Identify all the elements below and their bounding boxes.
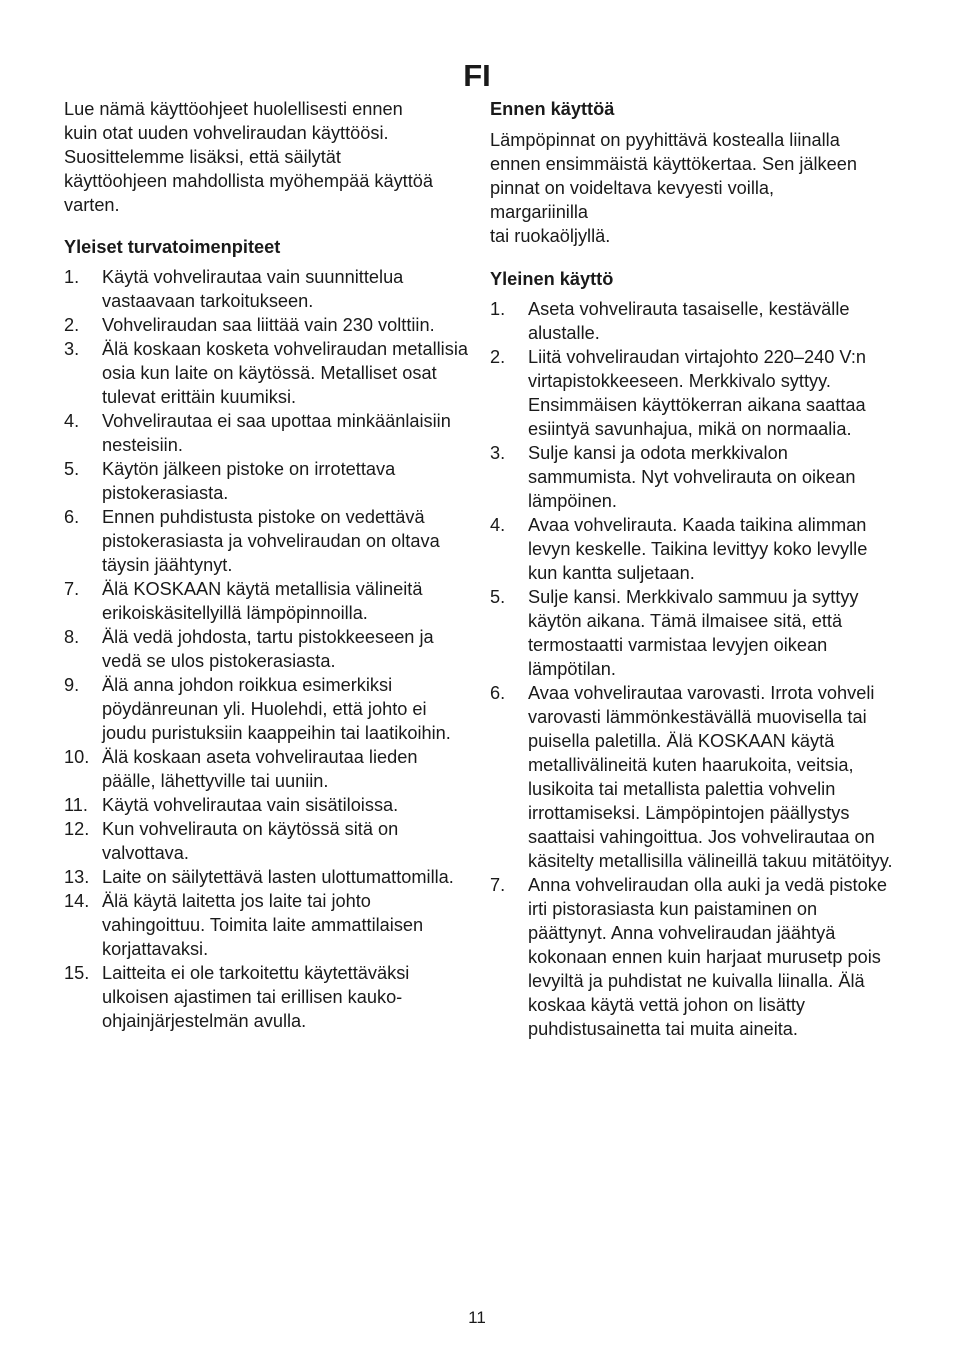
list-item-text: Avaa vohvelirautaa varovasti. Irrota vohveli varovasti lämmönkestävällä muovisella tai puisella paletilla. Älä KOSKAAN käytä metallivälineitä kuten haarukoita, veitsia, lusikoita tai metallista palettia vohvelin irrottamiseksi. Lämpöpintojen päällystys saattaisi vahingoittua. Jos vohvelirautaa on käsitelty metallisilla välineillä takuu mitätöityy. [528, 683, 893, 871]
list-item-number: 3. [490, 443, 506, 463]
list-item-text: Älä vedä johdosta, tartu pistokkeeseen ja vedä se ulos pistokerasiasta. [102, 627, 434, 671]
list-item-text: Käytä vohvelirautaa vain suunnittelua vastaavaan tarkoitukseen. [102, 267, 404, 311]
list-item-number: 1. [64, 267, 80, 287]
list-item [64, 793, 469, 817]
list-item-number: 12. [64, 819, 90, 839]
list-item [64, 313, 469, 337]
before-use-heading: Ennen käyttöä [490, 99, 615, 119]
list-item-number: 13. [64, 867, 90, 887]
list-item-number: 4. [490, 515, 506, 535]
list-item [64, 889, 469, 961]
list-item [64, 865, 469, 889]
list-item-number: 8. [64, 627, 80, 647]
list-item-text: Älä KOSKAAN käytä metallisia välineitä erikoiskäsitellyillä lämpöpinnoilla. [102, 579, 423, 623]
list-item [64, 457, 469, 505]
general-use-heading: Yleinen käyttö [490, 269, 614, 289]
list-item-number: 6. [490, 683, 506, 703]
list-item-number: 9. [64, 675, 80, 695]
list-item [490, 873, 895, 1041]
list-item-number: 1. [490, 299, 506, 319]
list-item-text: Sulje kansi ja odota merkkivalon sammumista. Nyt vohvelirauta on oikean lämpöinen. [528, 443, 856, 511]
list-item-number: 7. [490, 875, 506, 895]
list-item-number: 4. [64, 411, 80, 431]
language-code-heading: FI [463, 58, 491, 93]
list-item [64, 265, 469, 313]
list-item-text: Käytä vohvelirautaa vain sisätiloissa. [102, 795, 399, 815]
list-item [490, 513, 895, 585]
list-item [64, 817, 469, 865]
list-item-text: Avaa vohvelirauta. Kaada taikina alimman levyn keskelle. Taikina levittyy koko levylle kun kantta suljetaan. [528, 515, 868, 583]
list-item [64, 577, 469, 625]
list-item-text: Älä käytä laitetta jos laite tai johto vahingoittuu. Toimita laite ammattilaisen korjattavaksi. [102, 891, 424, 959]
list-item [64, 673, 469, 745]
list-item-text: Laite on säilytettävä lasten ulottumattomilla. [102, 867, 454, 887]
list-item-text: Kun vohvelirauta on käytössä sitä on valvottava. [102, 819, 399, 863]
list-item-text: Liitä vohveliraudan virtajohto 220–240 V:n virtapistokkeeseen. Merkkivalo syttyy. Ensimmäisen käyttökerran aikana saattaa esiintyä savunhajua, mikä on normaalia. [528, 347, 867, 439]
list-item-number: 3. [64, 339, 80, 359]
list-item-text: Älä koskaan aseta vohvelirautaa lieden päälle, lähettyville tai uuniin. [102, 747, 418, 791]
right-column [490, 97, 895, 1041]
safety-heading: Yleiset turvatoimenpiteet [64, 237, 281, 257]
list-item [490, 345, 895, 441]
list-item-text: Sulje kansi. Merkkivalo sammuu ja syttyy käytön aikana. Tämä ilmaisee sitä, että termostaatti varmistaa levyjen oikean lämpötilan. [528, 587, 859, 679]
before-use-paragraph: Lämpöpinnat on pyyhittävä kostealla liinalla ennen ensimmäistä käyttökertaa. Sen jälkeen pinnat on voideltava kevyesti voilla, margariinilla tai ruokaöljyllä. [490, 130, 857, 246]
list-item-text: Vohvelirautaa ei saa upottaa minkäänlaisiin nesteisiin. [102, 411, 451, 455]
list-item [64, 505, 469, 577]
list-item-text: Ennen puhdistusta pistoke on vedettävä pistokerasiasta ja vohveliraudan on oltava täysin jäähtynyt. [102, 507, 440, 575]
page-number: 11 [468, 1308, 486, 1327]
list-item-number: 2. [64, 315, 80, 335]
safety-list [64, 265, 469, 1033]
list-item [64, 961, 469, 1033]
list-item [490, 585, 895, 681]
list-item [64, 625, 469, 673]
left-column [64, 97, 469, 1033]
list-item [490, 681, 895, 873]
list-item-text: Vohveliraudan saa liittää vain 230 volttiin. [102, 315, 435, 335]
list-item-number: 5. [64, 459, 80, 479]
list-item-number: 6. [64, 507, 80, 527]
list-item-number: 10. [64, 747, 90, 767]
list-item-text: Anna vohveliraudan olla auki ja vedä pistoke irti pistorasiasta kun paistaminen on päättynyt. Anna vohveliraudan jäähtyä kokonaan ennen kuin harjaat murusetp pois levyiltä ja puhdistat ne kuivalla liinalla. Älä koskaa käytä vettä johon on lisätty puhdistusainetta tai muita aineita. [528, 875, 887, 1039]
usage-list [490, 297, 895, 1041]
list-item-number: 14. [64, 891, 90, 911]
list-item-number: 5. [490, 587, 506, 607]
list-item-text: Älä koskaan kosketa vohveliraudan metallisia osia kun laite on käytössä. Metalliset osat tulevat erittäin kuumiksi. [102, 339, 468, 407]
list-item-text: Älä anna johdon roikkua esimerkiksi pöydänreunan yli. Huolehdi, että johto ei joudu puristuksiin kaappeihin tai laatikoihin. [102, 675, 451, 743]
list-item-text: Laitteita ei ole tarkoitettu käytettäväksi ulkoisen ajastimen tai erillisen kauko-ohjainjärjestelmän avulla. [102, 963, 410, 1031]
intro-paragraph: Lue nämä käyttöohjeet huolellisesti ennen kuin otat uuden vohveliraudan käyttöösi. Suosittelemme lisäksi, että säilytät käyttöohjeen mahdollista myöhempää käyttöä varten. [64, 99, 434, 215]
list-item-number: 2. [490, 347, 506, 367]
list-item [64, 409, 469, 457]
list-item-text: Aseta vohvelirauta tasaiselle, kestävälle alustalle. [528, 299, 850, 343]
list-item-number: 7. [64, 579, 80, 599]
list-item-number: 11. [64, 795, 88, 815]
list-item-text: Käytön jälkeen pistoke on irrotettava pistokerasiasta. [102, 459, 396, 503]
list-item [64, 337, 469, 409]
list-item [64, 745, 469, 793]
list-item-number: 15. [64, 963, 90, 983]
list-item [490, 297, 895, 345]
list-item [490, 441, 895, 513]
